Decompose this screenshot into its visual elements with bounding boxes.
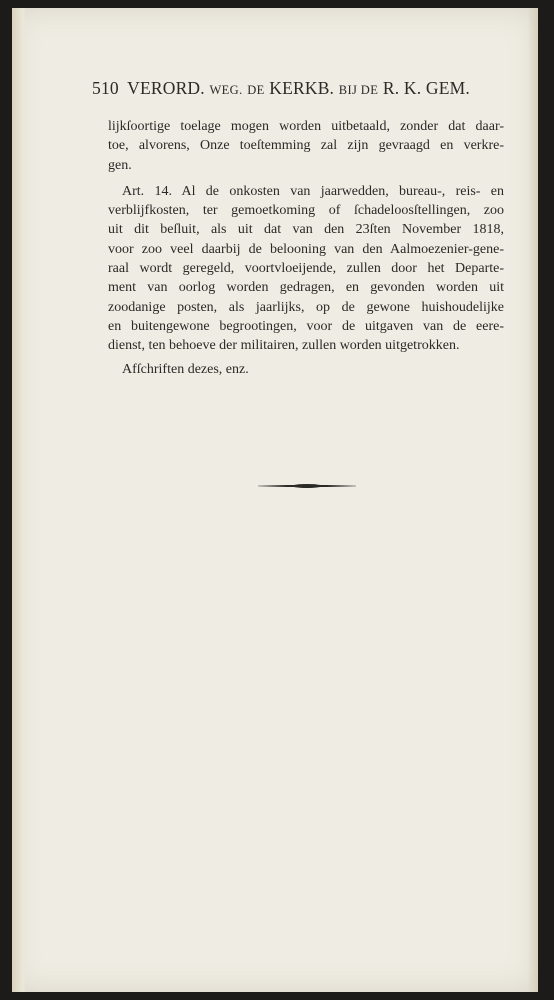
page-edge-shadow — [528, 8, 538, 992]
paragraph — [108, 117, 504, 175]
page-spine-shadow — [12, 8, 26, 992]
text-line: lijkſoortige toelage mogen worden uitbetaald, zonder dat daar- — [108, 119, 504, 134]
text-line: Afſchriften dezes, enz. — [122, 361, 249, 377]
text-line: verblijfkosten, ter gemoetkoming of ſchadeloosſtellingen, zoo — [108, 203, 504, 219]
header-title-weg: WEG. — [209, 83, 243, 97]
text-line: dienst, ten behoeve der militairen, zullen worden uitgetrokken. — [108, 338, 460, 354]
header-title-kerkb: KERKB. — [269, 78, 335, 98]
text-line: toe, alvorens, Onze toeſtemming zal zijn gevraagd en verkre- — [108, 138, 504, 154]
paragraph-article-14 — [108, 182, 504, 356]
header-title-de: DE — [247, 83, 265, 97]
running-header — [92, 78, 504, 99]
text-line: Art. 14. Al de onkosten van jaarwedden, bureau-, reis- en — [122, 183, 504, 199]
text-line: raal wordt geregeld, voortvloeijende, zullen door het Departe- — [108, 261, 504, 277]
header-title-bij-de: BIJ DE — [338, 83, 379, 97]
header-title-rk-gem: R. K. GEM. — [382, 78, 470, 98]
paragraph-closing — [108, 360, 504, 379]
header-title-verord: VERORD. — [127, 78, 205, 98]
text-line: ment van oorlog worden gedragen, en gevonden worden uit — [108, 280, 504, 296]
page-body-text — [108, 117, 504, 379]
text-line: uit dit beſluit, als uit dat van den 23ſten November 1818, — [108, 222, 504, 238]
text-line: gen. — [108, 157, 132, 173]
page-number: 510 — [92, 78, 119, 98]
decorative-rule — [258, 485, 356, 487]
text-line: zoodanige posten, als jaarlijks, op de gewone huishoudelijke — [108, 299, 504, 315]
text-line: voor zoo veel daarbij de belooning van den Aalmoezenier-gene- — [108, 241, 504, 257]
text-line: en buitengewone begrootingen, voor de uitgaven van de eere- — [108, 318, 504, 334]
